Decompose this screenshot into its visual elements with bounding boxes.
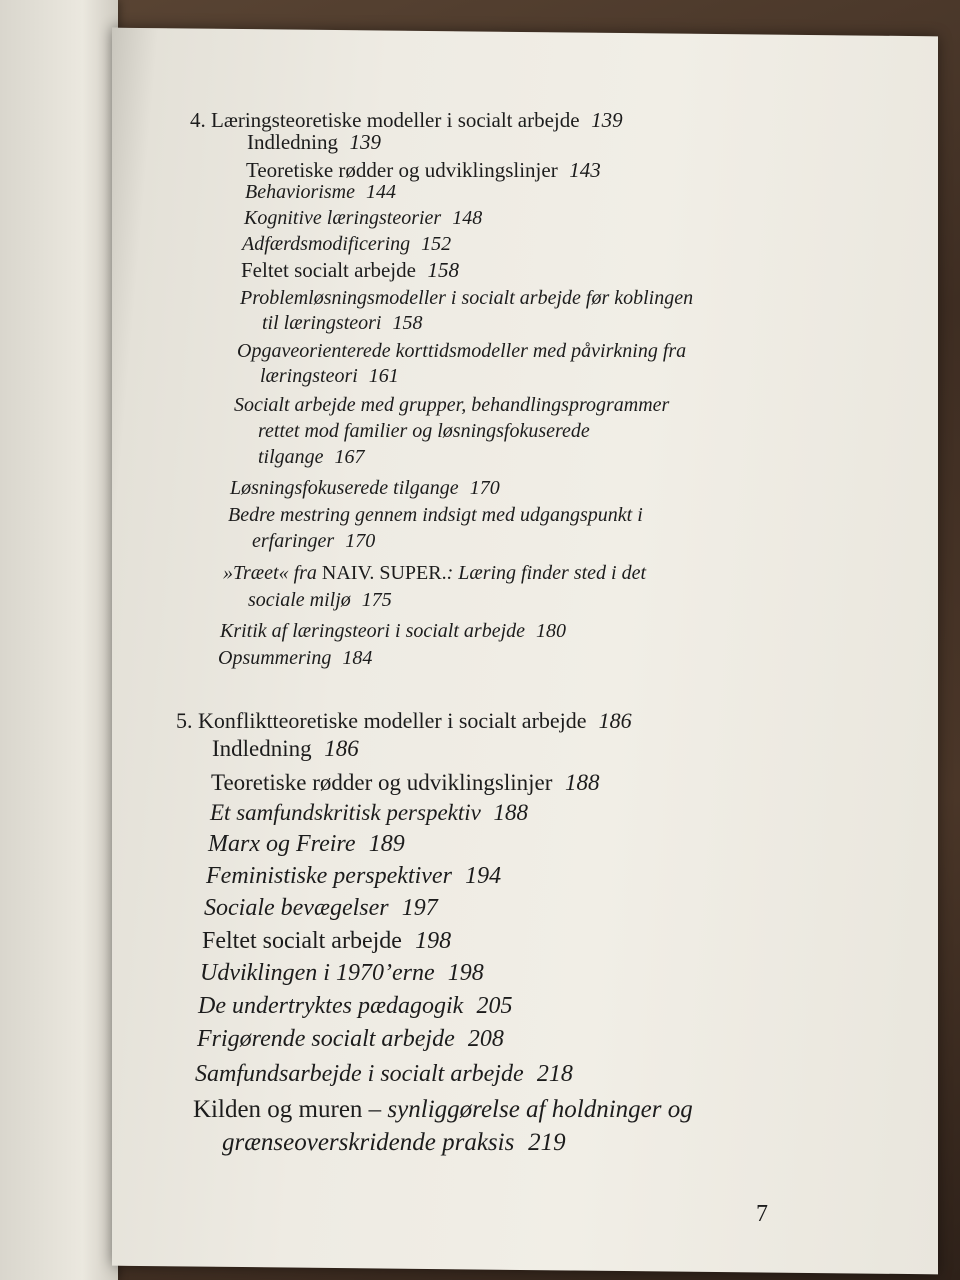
page-ref: 143 (569, 158, 601, 182)
page-ref: 148 (452, 207, 483, 229)
entry-title: Et samfundskritisk perspektiv (210, 800, 481, 825)
toc-entry (200, 961, 484, 985)
entry-title: sociale miljø (248, 589, 351, 611)
toc-entry (204, 896, 438, 920)
page-ref: 218 (536, 1061, 573, 1087)
chapter-5-heading (176, 710, 632, 732)
page-ref: 194 (465, 863, 502, 889)
page-ref: 198 (415, 928, 452, 954)
entry-title: Sociale bevægelser (204, 895, 389, 921)
entry-title: Kilden og muren – (193, 1096, 388, 1123)
page-ref: 180 (536, 620, 566, 642)
toc-entry (197, 1027, 504, 1051)
entry-title: til læringsteori (262, 312, 382, 334)
entry-title: Socialt arbejde med grupper, behandlingsprogrammer (234, 394, 670, 416)
page-ref: 158 (427, 258, 459, 282)
toc-entry (210, 801, 528, 824)
page-number: 7 (756, 1201, 768, 1227)
toc-entry (220, 621, 566, 641)
entry-title: Indledning (212, 736, 312, 761)
toc-entry (228, 505, 643, 525)
page-ref: 184 (342, 647, 373, 669)
toc-entry (211, 771, 600, 794)
toc-entry (245, 182, 396, 202)
toc-entry (230, 478, 500, 498)
entry-title: læringsteori (260, 365, 358, 387)
entry-title: Teoretiske rødder og udviklingslinjer (246, 158, 558, 182)
chapter-number: 4. (190, 108, 206, 132)
page-ref: 188 (565, 770, 600, 795)
entry-title: erfaringer (252, 530, 335, 552)
toc-entry-continuation (260, 366, 399, 386)
toc-entry (193, 1097, 693, 1122)
toc-entry-continuation (258, 447, 365, 467)
toc-entry-continuation (248, 590, 392, 610)
toc-entry (208, 832, 405, 856)
page-ref: 189 (368, 831, 405, 857)
page-ref: 144 (365, 181, 396, 203)
toc-entry (234, 395, 669, 415)
entry-title: Løsningsfokuserede tilgange (230, 477, 459, 499)
entry-title: synliggørelse af holdninger og (387, 1096, 693, 1123)
entry-title: Marx og Freire (208, 831, 356, 857)
toc-entry (240, 288, 693, 308)
entry-title: Feltet socialt arbejde (241, 258, 416, 282)
entry-title: Behaviorisme (245, 181, 355, 203)
toc-entry (247, 132, 381, 153)
entry-title: Kognitive læringsteorier (244, 207, 442, 229)
page-ref: 219 (528, 1129, 566, 1156)
entry-title: Problemløsningsmodeller i socialt arbejde før koblingen (240, 287, 694, 309)
chapter-title: Læringsteoretiske modeller i socialt arbejde (211, 108, 580, 132)
entry-title: Teoretiske rødder og udviklingslinjer (211, 770, 553, 795)
entry-title: Kritik af læringsteori i socialt arbejde (220, 620, 525, 642)
toc-entry (195, 1062, 573, 1086)
page-ref: 188 (493, 800, 528, 825)
entry-title: grænseoverskridende praksis (222, 1129, 515, 1156)
entry-title: Samfundsarbejde i socialt arbejde (195, 1061, 524, 1087)
toc-entry-continuation (222, 1130, 566, 1155)
chapter-number: 5. (176, 708, 193, 733)
page-ref: 170 (345, 530, 376, 552)
page-ref: 208 (467, 1026, 504, 1052)
toc-entry-continuation (252, 531, 375, 551)
page-ref: 186 (324, 736, 359, 761)
toc-entry (241, 260, 459, 281)
entry-title: Opsummering (218, 647, 332, 669)
entry-title-caps: NAIV. SUPER. (321, 562, 447, 584)
toc-entry (223, 563, 646, 583)
toc-entry (246, 160, 601, 181)
entry-title: Indledning (247, 130, 338, 154)
toc-entry (202, 929, 451, 953)
entry-title: Feltet socialt arbejde (202, 928, 402, 954)
entry-title: Feministiske perspektiver (206, 863, 452, 889)
page-ref: 139 (349, 130, 382, 154)
page-ref: 197 (401, 895, 438, 921)
entry-title: »Træet« fra (223, 562, 322, 584)
entry-title: : Læring finder sted i det (446, 562, 647, 584)
toc-entry (237, 341, 686, 361)
entry-title: rettet mod familier og løsningsfokuserede (258, 420, 590, 442)
toc-entry (206, 864, 501, 888)
toc-entry (198, 994, 512, 1018)
entry-title: Frigørende socialt arbejde (197, 1026, 455, 1052)
chapter-title: Konfliktteoretiske modeller i socialt arbejde (198, 708, 587, 733)
page-ref: 152 (421, 233, 452, 255)
page-ref: 175 (361, 589, 392, 611)
entry-title: Bedre mestring gennem indsigt med udgangspunkt i (228, 504, 643, 526)
entry-title: De undertryktes pædagogik (198, 993, 464, 1019)
entry-title: Opgaveorienterede korttidsmodeller med påvirkning fra (237, 340, 687, 362)
toc-entry (212, 737, 359, 760)
page-ref: 186 (598, 708, 632, 733)
page-ref: 158 (392, 312, 423, 334)
page-ref: 167 (334, 446, 365, 468)
page-ref: 205 (476, 993, 513, 1019)
page-ref: 161 (368, 365, 399, 387)
toc-entry-continuation (262, 313, 422, 333)
page-ref: 170 (469, 477, 500, 499)
toc-entry (244, 208, 482, 228)
entry-title: Udviklingen i 1970’erne (200, 960, 435, 986)
toc-entry (218, 648, 372, 668)
entry-title: Adfærdsmodificering (242, 233, 411, 255)
chapter-4-heading (190, 110, 623, 131)
page-ref: 198 (447, 960, 484, 986)
toc-entry (242, 234, 451, 254)
entry-title: tilgange (258, 446, 324, 468)
page-ref: 139 (591, 108, 623, 132)
toc-entry-continuation (258, 421, 590, 441)
